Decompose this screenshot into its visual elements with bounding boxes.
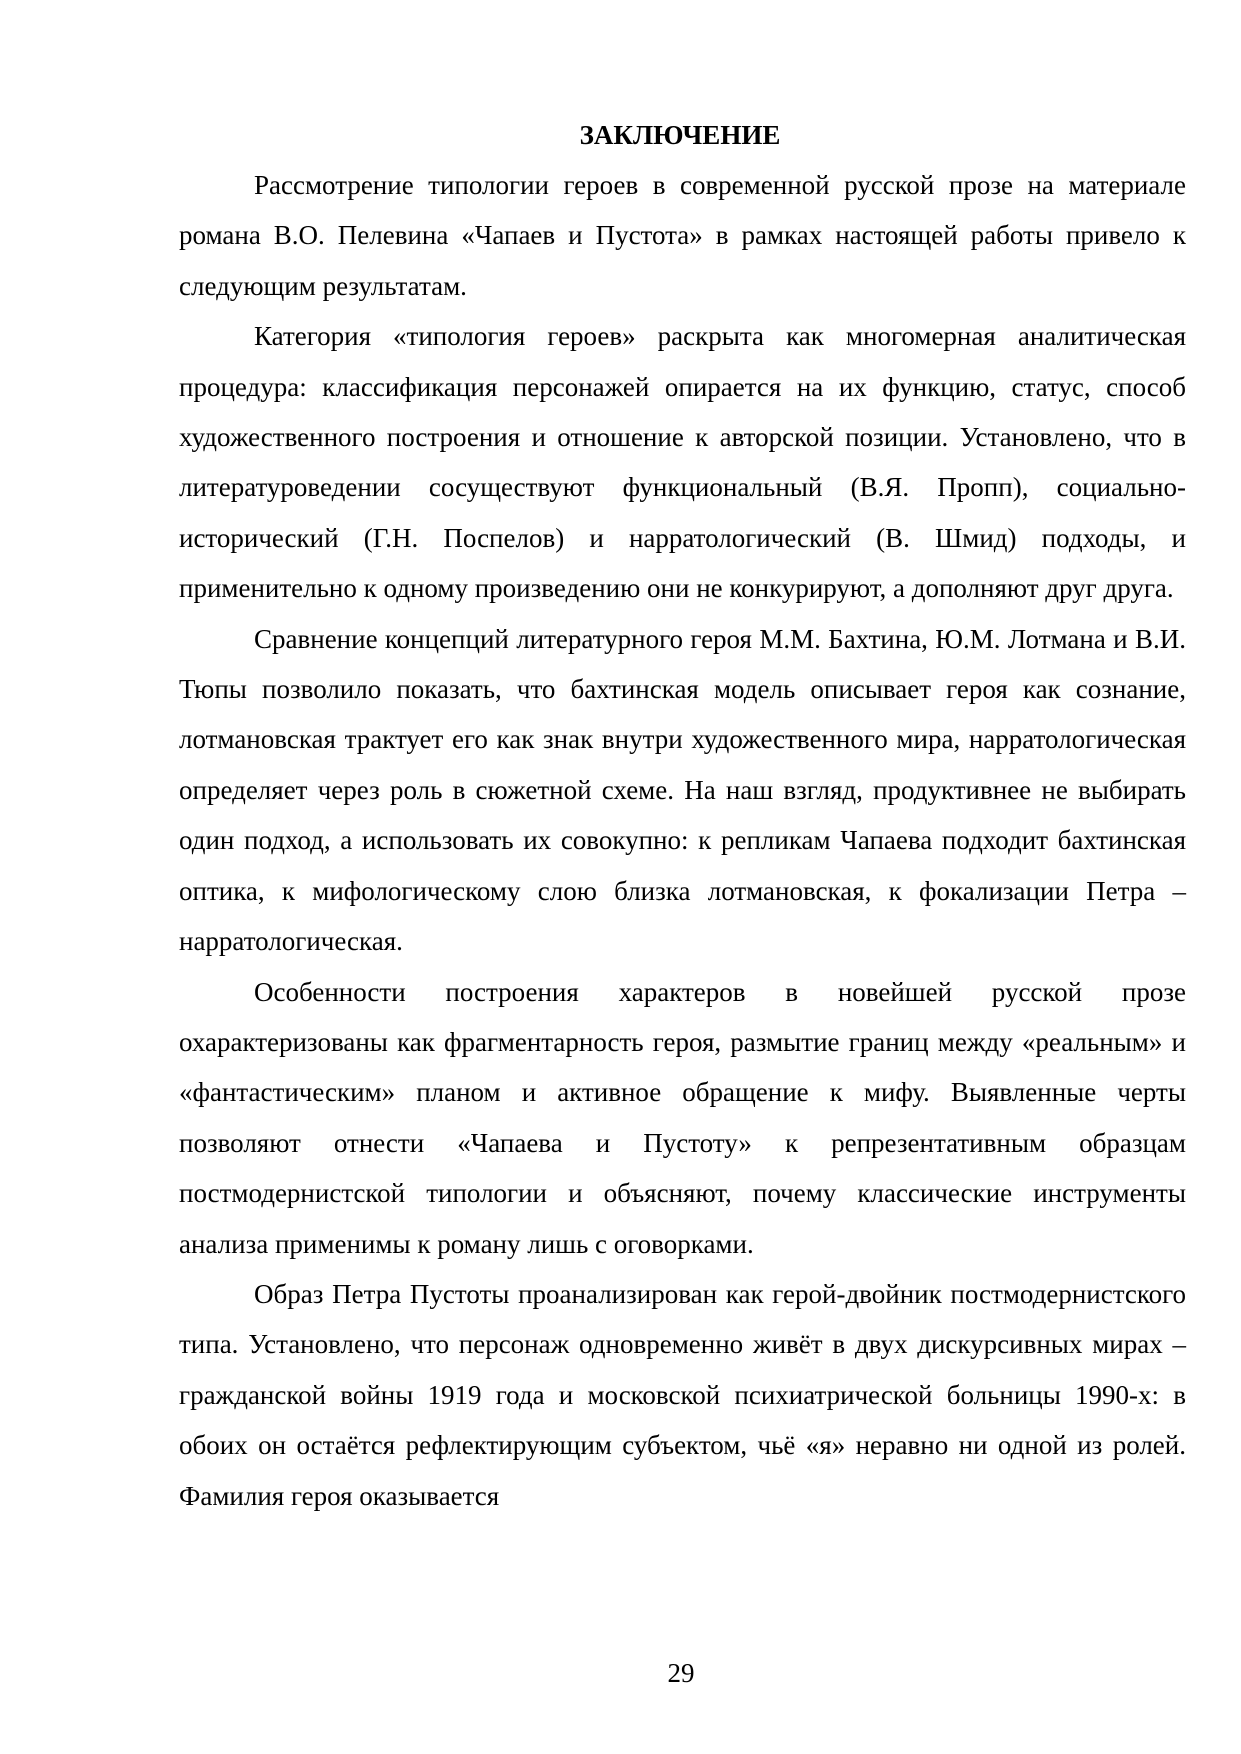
paragraph-2: Категория «типология героев» раскрыта как многомерная аналитическая процедура: классификация персонажей опирается на их функцию, статус, способ художественного построения и отношение к авторской позиции. Установлено, что в литературоведении сосуществуют функциональный (В.Я. Пропп), социально-исторический (Г.Н. Поспелов) и нарратологический (В. Шмид) подходы, и применительно к одному произведению они не конкурируют, а дополняют друг друга. xyxy=(179,321,1186,604)
paragraph-5: Образ Петра Пустоты проанализирован как герой-двойник постмодернистского типа. Установлено, что персонаж одновременно живёт в двух дискурсивных мирах – гражданской войны 1919 года и московской психиатрической больницы 1990-х: в обоих он остаётся рефлектирующим субъектом, чьё «я» неравно ни одной из ролей. Фамилия героя оказывается xyxy=(179,1278,1186,1511)
paragraph-3: Сравнение концепций литературного героя М.М. Бахтина, Ю.М. Лотмана и В.И. Тюпы позволило показать, что бахтинская модель описывает героя как сознание, лотмановская трактует его как знак внутри художественного мира, нарратологическая определяет через роль в сюжетной схеме. На наш взгляд, продуктивнее не выбирать один подход, а использовать их совокупно: к репликам Чапаева подходит бахтинская оптика, к мифологическому слою близка лотмановская, к фокализации Петра – нарратологическая. xyxy=(179,623,1186,957)
page-title: ЗАКЛЮЧЕНИЕ xyxy=(579,120,781,150)
paragraph-1: Рассмотрение типологии героев в современной русской прозе на материале романа В.О. Пелевина «Чапаев и Пустота» в рамках настоящей работы привело к следующим результатам. xyxy=(179,170,1186,301)
paragraph-4: Особенности построения характеров в новейшей русской прозе охарактеризованы как фрагментарность героя, размытие границ между «реальным» и «фантастическим» планом и активное обращение к мифу. Выявленные черты позволяют отнести «Чапаева и Пустоту» к репрезентативным образцам постмодернистской типологии и объясняют, почему классические инструменты анализа применимы к роману лишь с оговорками. xyxy=(179,976,1186,1259)
page-number: 29 xyxy=(667,1658,695,1688)
body-text xyxy=(179,160,1186,1521)
